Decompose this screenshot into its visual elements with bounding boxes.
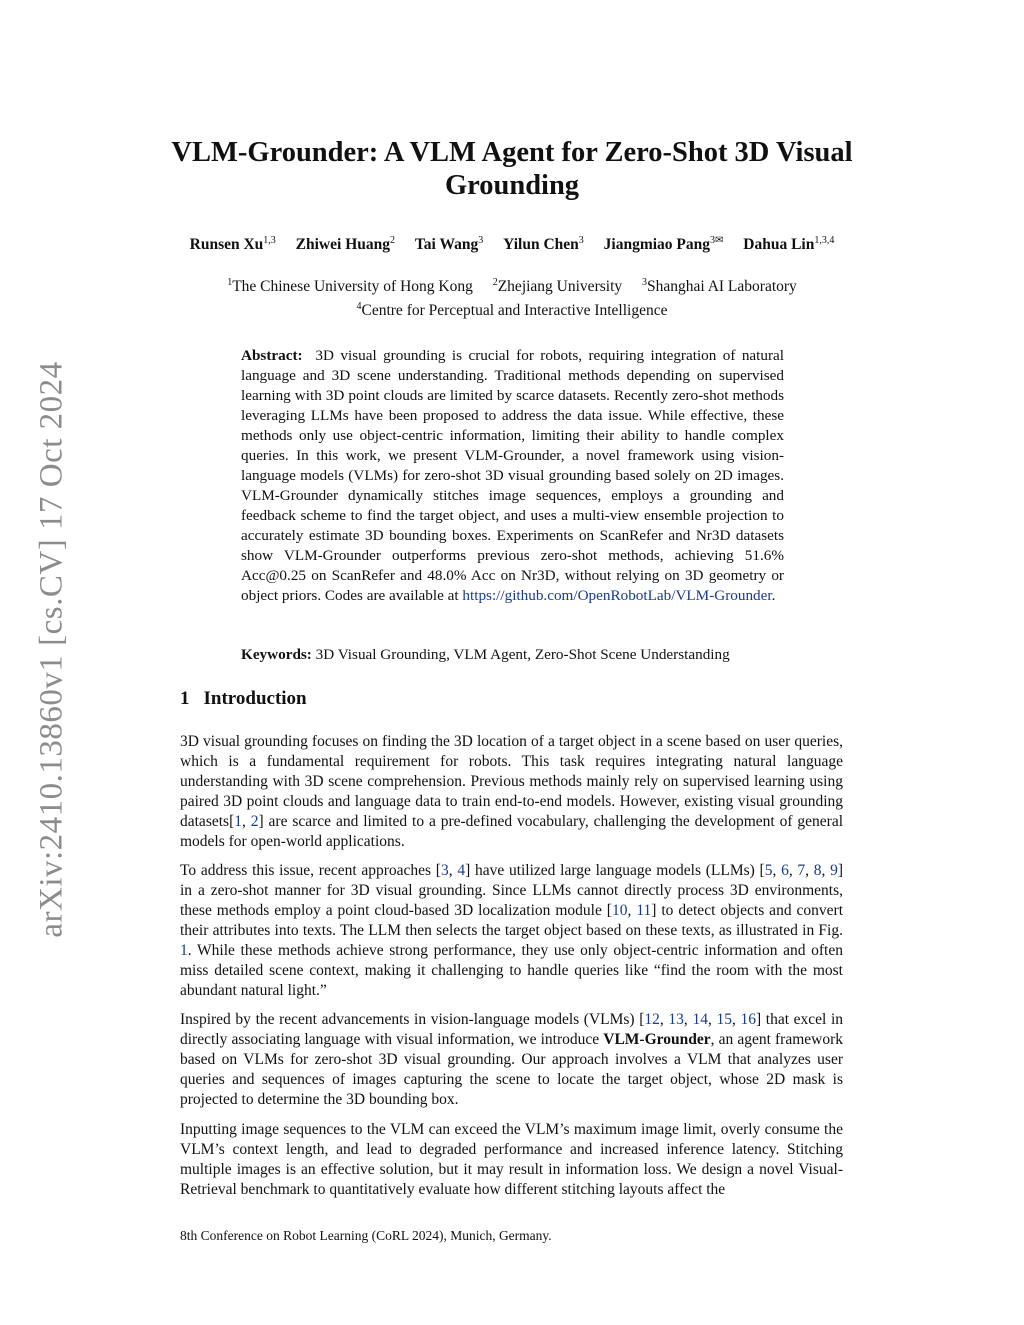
- keywords-text: 3D Visual Grounding, VLM Agent, Zero-Shot Scene Understanding: [315, 646, 730, 663]
- author: Yilun Chen$^3$: [503, 235, 584, 253]
- citation-link[interactable]: 11: [636, 902, 652, 919]
- conference-footer: 8th Conference on Robot Learning (CoRL 2024), Munich, Germany.: [180, 1228, 552, 1243]
- section-title: Introduction: [203, 688, 307, 709]
- citation-link[interactable]: 5: [764, 862, 773, 879]
- citation-link[interactable]: 2: [250, 813, 259, 830]
- author: Zhiwei Huang$^2$: [295, 235, 395, 253]
- figure-link[interactable]: 1: [180, 942, 188, 959]
- code-link[interactable]: https://github.com/OpenRobotLab/VLM-Grounder: [462, 587, 772, 604]
- affiliation-line: [140, 297, 884, 321]
- arxiv-identifier: arXiv:2410.13860v1 [cs.CV] 17 Oct 2024: [33, 360, 70, 938]
- author: Tai Wang$^3$: [414, 235, 484, 253]
- section-heading: [180, 688, 307, 710]
- abstract-text: 3D visual grounding is crucial for robots, requiring integration of natural language and 3D scene understanding. Traditional methods depending on supervised learning with 3D point clouds are limited by scarce datasets. Recently zero-shot methods leveraging LLMs have been proposed to address the data issue. While effective, these methods only use object-centric information, limiting their ability to handle complex queries. In this work, we present VLM-Grounder, a novel framework using vision-language models (VLMs) for zero-shot 3D visual grounding based solely on 2D images. VLM-Grounder dynamically stitches image sequences, employs a grounding and feedback scheme to find the target object, and uses a multi-view ensemble projection to accurately estimate 3D bounding boxes. Experiments on ScanRefer and Nr3D datasets show VLM-Grounder outperforms previous zero-shot methods, achieving 51.6% Acc@0.25 on ScanRefer and 48.0% Acc on Nr3D, without relying on 3D geometry or object priors. Codes are available at: [241, 347, 784, 604]
- intro-paragraph: Inspired by the recent advancements in vision-language models (VLMs) [12, 13, 14, 15, 16] that excel in directly associating language with visual information, we introduce VLM-Grounder, an agent framework based on VLMs for zero-shot 3D visual grounding. Our approach involves a VLM that analyzes user queries and sequences of images capturing the scene to locate the target object, whose 2D mask is projected to determine the 3D bounding box.: [180, 1011, 844, 1108]
- author: Jiangmiao Pang$^{3✉}$: [603, 235, 724, 253]
- citation-link[interactable]: 14: [692, 1011, 708, 1028]
- citation-link[interactable]: 4: [457, 862, 466, 879]
- affiliation-list: [140, 273, 884, 321]
- paper-title: VLM-Grounder: A VLM Agent for Zero-Shot 3D Visual Grounding: [171, 137, 853, 201]
- citation-link[interactable]: 10: [611, 902, 628, 919]
- citation-link[interactable]: 6: [781, 862, 789, 879]
- section-number: 1: [180, 688, 190, 709]
- author: Runsen Xu$^{1,3}$: [189, 235, 276, 253]
- affiliation: $^1$The Chinese University of Hong Kong: [227, 277, 473, 295]
- arxiv-sidebar: [30, 354, 74, 944]
- author: Dahua Lin$^{1,3,4}$: [743, 235, 835, 253]
- affiliation: $^4$Centre for Perceptual and Interactive Intelligence: [356, 301, 668, 319]
- keywords: [241, 645, 801, 665]
- citation-link[interactable]: 15: [716, 1011, 732, 1028]
- citation-link[interactable]: 3: [440, 862, 449, 879]
- citation-link[interactable]: 16: [740, 1011, 756, 1028]
- affiliation: $^2$Zhejiang University: [492, 277, 623, 295]
- abstract: Abstract: 3D visual grounding is crucial for robots, requiring integration of natural language and 3D scene understanding. Traditional methods depending on supervised learning with 3D point clouds are limited by scarce datasets. Recently zero-shot methods leveraging LLMs have been proposed to address the data issue. While effective, these methods only use object-centric information, limiting their ability to handle complex queries. In this work, we present VLM-Grounder, a novel framework using vision-language models (VLMs) for zero-shot 3D visual grounding based solely on 2D images. VLM-Grounder dynamically stitches image sequences, employs a grounding and feedback scheme to find the target object, and uses a multi-view ensemble projection to accurately estimate 3D bounding boxes. Experiments on ScanRefer and Nr3D datasets show VLM-Grounder outperforms previous zero-shot methods, achieving 51.6% Acc@0.25 on ScanRefer and 48.0% Acc on Nr3D, without relying on 3D geometry or object priors. Codes are available at https://github.com/OpenRobotLab/VLM-Grounder.: [241, 347, 784, 604]
- keywords-label: Keywords:: [241, 646, 312, 663]
- citation-link[interactable]: 9: [830, 862, 838, 879]
- author-list: [120, 235, 904, 254]
- intro-paragraph: Inputting image sequences to the VLM can exceed the VLM’s maximum image limit, overly consume the VLM’s context length, and lead to degraded performance and increased inference latency. Stitching multiple images is an effective solution, but it may result in information loss. We design a novel Visual-Retrieval benchmark to quantitatively evaluate how different stitching layouts affect the: [180, 1121, 843, 1198]
- abstract-label: Abstract:: [241, 347, 303, 364]
- affiliation-line: [140, 273, 884, 297]
- citation-link[interactable]: 1: [234, 813, 242, 830]
- affiliation: $^3$Shanghai AI Laboratory: [642, 277, 797, 295]
- citation-link[interactable]: 8: [813, 862, 822, 879]
- citation-link[interactable]: 12: [644, 1011, 660, 1028]
- citation-link[interactable]: 7: [797, 862, 806, 879]
- method-name: VLM-Grounder: [603, 1031, 711, 1048]
- intro-paragraph: To address this issue, recent approaches [3, 4] have utilized large language models (LLMs) [5, 6, 7, 8, 9] in a zero-shot manner for 3D visual grounding. Since LLMs cannot directly process 3D environments, these methods employ a point cloud-based 3D localization module [10, 11] to detect objects and convert their attributes into texts. The LLM then selects the target object based on these texts, as illustrated in Fig. 1. While these methods achieve strong performance, they use only object-centric information and often miss detailed scene context, making it challenging to handle queries like “find the room with the most abundant natural light.”: [180, 862, 844, 999]
- citation-link[interactable]: 13: [668, 1011, 684, 1028]
- intro-paragraph: 3D visual grounding focuses on finding the 3D location of a target object in a scene based on user queries, which is a fundamental requirement for robots. This task requires integrating natural language understanding with 3D scene comprehension. Previous methods mainly rely on supervised learning using paired 3D point clouds and language data to train end-to-end models. However, existing visual grounding datasets[1, 2] are scarce and limited to a pre-defined vocabulary, challenging the development of general models for open-world applications.: [180, 733, 844, 850]
